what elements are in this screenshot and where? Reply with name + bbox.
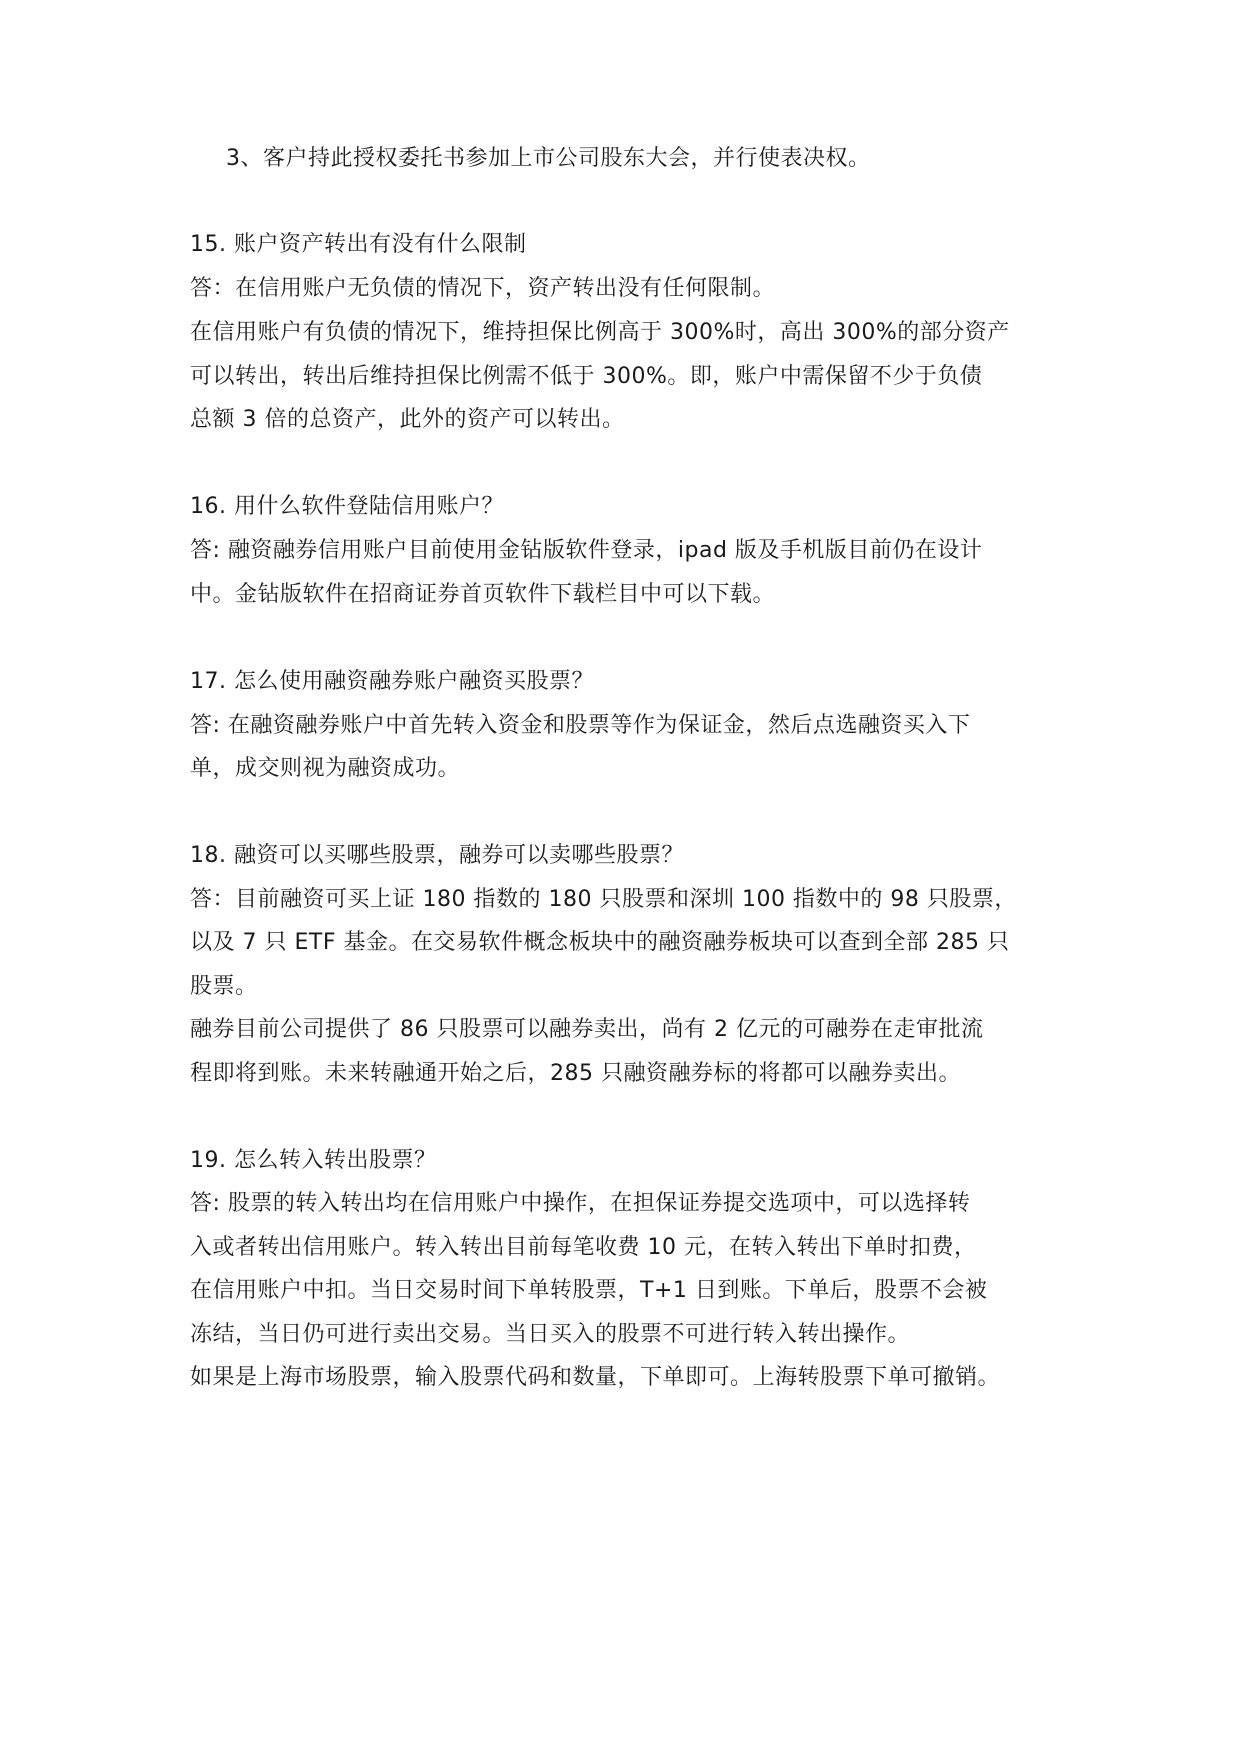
intro-item: 3、客户持此授权委托书参加上市公司股东大会，并行使表决权。 — [226, 146, 871, 171]
question-19: 19. 怎么转入转出股票？ — [190, 1148, 437, 1173]
question-17: 17. 怎么使用融资融券账户融资买股票？ — [190, 669, 594, 694]
question-16: 16. 用什么软件登陆信用账户？ — [190, 494, 504, 519]
answer-line: 答：目前融资可买上证 180 指数的 180 只股票和深圳 100 指数中的 98 只股票， — [190, 887, 1017, 912]
answer-line: 入或者转出信用账户。转入转出目前每笔收费 10 元，在转入转出下单时扣费， — [190, 1235, 977, 1260]
answer-line: 答: 融资融券信用账户目前使用金钻版软件登录，ipad 版及手机版目前仍在设计 — [190, 538, 983, 563]
answer-line: 中。金钻版软件在招商证券首页软件下载栏目中可以下载。 — [190, 582, 776, 607]
answer-line: 程即将到账。未来转融通开始之后，285 只融资融券标的将都可以融券卖出。 — [190, 1061, 961, 1086]
answer-line: 可以转出，转出后维持担保比例需不低于 300%。即，账户中需保留不少于负债 — [190, 364, 983, 389]
question-15: 15. 账户资产转出有没有什么限制 — [190, 232, 527, 257]
answer-line: 在信用账户有负债的情况下，维持担保比例高于 300%时，高出 300%的部分资产 — [190, 320, 1010, 345]
answer-line: 答: 股票的转入转出均在信用账户中操作，在担保证券提交选项中，可以选择转 — [190, 1191, 971, 1216]
answer-line: 融券目前公司提供了 86 只股票可以融券卖出，尚有 2 亿元的可融券在走审批流 — [190, 1017, 984, 1042]
answer-line: 总额 3 倍的总资产，此外的资产可以转出。 — [190, 407, 625, 432]
answer-line: 股票。 — [190, 974, 258, 999]
answer-line: 如果是上海市场股票，输入股票代码和数量，下单即可。上海转股票下单可撤销。 — [190, 1365, 1001, 1390]
answer-line: 答：在信用账户无负债的情况下，资产转出没有任何限制。 — [190, 276, 776, 301]
question-18: 18. 融资可以买哪些股票，融券可以卖哪些股票？ — [190, 843, 684, 868]
answer-line: 冻结，当日仍可进行卖出交易。当日买入的股票不可进行转入转出操作。 — [190, 1322, 911, 1347]
answer-line: 以及 7 只 ETF 基金。在交易软件概念板块中的融资融券板块可以查到全部 285 只 — [190, 930, 1010, 955]
answer-line: 单，成交则视为融资成功。 — [190, 756, 461, 781]
answer-line: 答: 在融资融券账户中首先转入资金和股票等作为保证金，然后点选融资买入下 — [190, 713, 971, 738]
answer-line: 在信用账户中扣。当日交易时间下单转股票，T+1 日到账。下单后，股票不会被 — [190, 1278, 988, 1303]
